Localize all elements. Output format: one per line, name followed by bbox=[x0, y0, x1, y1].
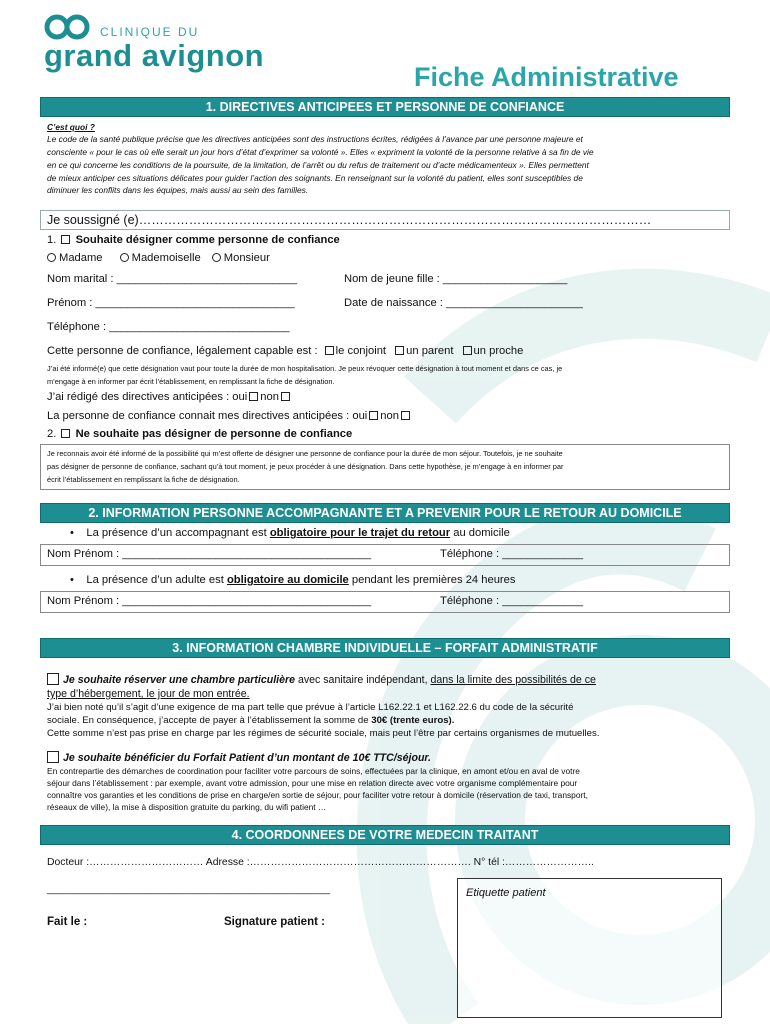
connait-label: La personne de confiance connait mes directives anticipées : oui bbox=[47, 410, 368, 422]
section-4-header: 4. COORDONNEES DE VOTRE MEDECIN TRAITANT bbox=[40, 825, 730, 845]
forfait-line: séjour dans l’établissement : par exemple, avant votre admission, pour une mise en relation directe avec votre organisme complémentaire pour bbox=[47, 778, 578, 788]
date-naissance-field[interactable]: Date de naissance : ______________________ bbox=[344, 297, 583, 309]
informed-line: J’ai été informé(e) que cette désignation vaut pour toute la durée de mon hospitalisation. Je peux révoquer cette désignation à tout moment et dans ce cas, je bbox=[47, 364, 563, 373]
section-1-header: 1. DIRECTIVES ANTICIPEES ET PERSONNE DE CONFIANCE bbox=[40, 97, 730, 117]
bullet-2-post: pendant les premières 24 heures bbox=[348, 574, 516, 586]
redige-row bbox=[47, 391, 292, 403]
capable-row bbox=[47, 345, 523, 357]
connait-non-checkbox[interactable] bbox=[401, 411, 410, 420]
capable-label: Cette personne de confiance, légalement capable est : bbox=[47, 345, 318, 357]
proche-checkbox[interactable] bbox=[463, 346, 472, 355]
conjoint-label: le conjoint bbox=[335, 345, 387, 357]
conjoint-checkbox[interactable] bbox=[325, 346, 334, 355]
proche-label: un proche bbox=[473, 345, 524, 357]
adulte-nom-field[interactable]: Nom Prénom : ________________________________________ bbox=[47, 595, 372, 607]
connait-row bbox=[47, 410, 412, 422]
refus-line: écrit l’établissement en remplissant la fiche de désignation. bbox=[47, 475, 240, 484]
medecin-details-field[interactable]: Docteur :…………………………… Adresse :………………………………………………………. N° tél :…………………….. bbox=[47, 857, 594, 868]
connait-oui-checkbox[interactable] bbox=[369, 411, 378, 420]
medecin-extra-line[interactable]: _________________________________________________ bbox=[47, 884, 331, 895]
label-madame: Madame bbox=[59, 252, 103, 264]
nom-jeune-fille-field[interactable]: Nom de jeune fille : ____________________ bbox=[344, 273, 568, 285]
section-3-header: 3. INFORMATION CHAMBRE INDIVIDUELLE – FORFAIT ADMINISTRATIF bbox=[40, 638, 730, 658]
option-1-text: Souhaite désigner comme personne de confiance bbox=[75, 234, 340, 246]
radio-mademoiselle[interactable] bbox=[120, 253, 129, 262]
page-title: Fiche Administrative bbox=[414, 62, 679, 92]
nom-marital-field[interactable]: Nom marital : _____________________________ bbox=[47, 273, 298, 285]
intro-line: en ce qui concerne les conditions de la poursuite, de la limitation, de l’arrêt ou du refus de traitement ou d’acte médicamenteux ». Elles permettent bbox=[47, 160, 589, 170]
informed-line: m’engage à en informer par écrit l’établissement, en remplissant la fiche de désignation. bbox=[47, 377, 335, 386]
forfait-line: connaître vos garanties et les conditions de prise en charge/en sortie de séjour, pour faciliter votre retour à domicile (réservation de taxi, transport, bbox=[47, 790, 588, 800]
label-mademoiselle: Mademoiselle bbox=[131, 252, 201, 264]
option-ne-pas-designer bbox=[47, 428, 352, 440]
chambre-line-3 bbox=[47, 715, 454, 726]
telephone-field[interactable]: Téléphone : _____________________________ bbox=[47, 321, 290, 333]
chambre-title: Je souhaite réserver une chambre particulière bbox=[63, 674, 295, 686]
redige-non-label: non bbox=[260, 391, 279, 403]
accompagnant-nom-field[interactable]: Nom Prénom : ________________________________________ bbox=[47, 548, 372, 560]
forfait-row bbox=[47, 751, 431, 764]
radio-monsieur[interactable] bbox=[212, 253, 221, 262]
chambre-l3-pre: sociale. En conséquence, j’accepte de payer à l’établissement la somme de bbox=[47, 715, 372, 726]
option-1-number: 1. bbox=[47, 234, 57, 246]
prenom-field[interactable]: Prénom : ________________________________ bbox=[47, 297, 295, 309]
option-2-number: 2. bbox=[47, 428, 57, 440]
logo-small-text: CLINIQUE DU bbox=[100, 25, 200, 39]
forfait-title: Je souhaite bénéficier du Forfait Patient d’un montant de 10€ TTC/séjour. bbox=[63, 752, 431, 764]
intro-line: diminuer les conflits dans les équipes, mais aussi au sein des familles. bbox=[47, 185, 309, 195]
parent-label: un parent bbox=[406, 345, 454, 357]
redige-non-checkbox[interactable] bbox=[281, 392, 290, 401]
bullet-dot: • bbox=[70, 574, 87, 586]
chambre-limit-1: dans la limite des possibilités de ce bbox=[430, 674, 596, 686]
bullet-1-underlined: obligatoire pour le trajet du retour bbox=[269, 527, 451, 539]
connait-non-label: non bbox=[380, 410, 399, 422]
soussigne-field[interactable]: Je soussigné (e)…………………………………………………………………………………………………………… bbox=[47, 213, 652, 227]
chambre-checkbox[interactable] bbox=[47, 673, 59, 685]
bullet-dot: • bbox=[70, 527, 87, 539]
chambre-line-1 bbox=[47, 673, 596, 686]
designer-checkbox[interactable] bbox=[61, 235, 70, 244]
bullet-2-underlined: obligatoire au domicile bbox=[226, 574, 349, 586]
bullet-adulte bbox=[70, 574, 515, 586]
chambre-mid: avec sanitaire indépendant, bbox=[295, 674, 431, 686]
intro-line: Le code de la santé publique précise que les directives anticipées sont des instructions écrites, rédigées à l’avance par une personne majeure et bbox=[47, 134, 583, 144]
redige-oui-checkbox[interactable] bbox=[249, 392, 258, 401]
section-2-header: 2. INFORMATION PERSONNE ACCOMPAGNANTE ET A PREVENIR POUR LE RETOUR AU DOMICILE bbox=[40, 503, 730, 523]
logo-big-text: grand avignon bbox=[44, 38, 265, 73]
logo-mark-icon bbox=[44, 14, 94, 40]
option-designer bbox=[47, 234, 340, 246]
refus-line: Je reconnais avoir été informé de la possibilité qui m’est offerte de désigner une personne de confiance pour la durée de mon séjour. Toutefois, je ne souhaite bbox=[47, 449, 563, 458]
forfait-checkbox[interactable] bbox=[47, 751, 59, 763]
ne-pas-designer-checkbox[interactable] bbox=[61, 429, 70, 438]
etiquette-label: Etiquette patient bbox=[466, 887, 546, 899]
fait-le-label: Fait le : bbox=[47, 916, 88, 928]
intro-line: consciente « pour le cas où elle serait un jour hors d’état d’exprimer sa volonté ». Elles « expriment la volonté de la personne relative à sa fin de vie bbox=[47, 147, 594, 157]
label-monsieur: Monsieur bbox=[223, 252, 270, 264]
signature-label: Signature patient : bbox=[224, 916, 325, 928]
redige-label: J’ai rédigé des directives anticipées : oui bbox=[47, 391, 248, 403]
forfait-line: En contrepartie des démarches de coordination pour faciliter votre parcours de soins, effectuées par la clinique, en amont et/ou en aval de votre bbox=[47, 766, 580, 776]
option-2-text: Ne souhaite pas désigner de personne de confiance bbox=[75, 428, 353, 440]
etiquette-patient-box[interactable] bbox=[457, 878, 722, 1018]
bullet-accompagnant bbox=[70, 527, 510, 539]
parent-checkbox[interactable] bbox=[395, 346, 404, 355]
radio-madame[interactable] bbox=[47, 253, 56, 262]
intro-line: de mieux anticiper ces situations délicates pour guider l’action des soignants. En renseignant sur la volonté du patient, elles sont susceptibles de bbox=[47, 173, 583, 183]
accompagnant-tel-field[interactable]: Téléphone : _____________ bbox=[440, 548, 584, 560]
civility-radios bbox=[47, 252, 270, 264]
cest-quoi-heading: C’est quoi ? bbox=[47, 122, 95, 132]
chambre-line-4: Cette somme n’est pas prise en charge par les régimes de sécurité sociale, mais peut l’être par certains organismes de mutuelles. bbox=[47, 728, 600, 739]
chambre-price: 30€ (trente euros). bbox=[371, 715, 455, 726]
refus-line: pas désigner de personne de confiance, sachant qu’à tout moment, je peux procéder à une désignation. Dans cette hypothèse, je m’engage à en informer par bbox=[47, 462, 564, 471]
adulte-tel-field[interactable]: Téléphone : _____________ bbox=[440, 595, 584, 607]
bullet-1-pre: La présence d’un accompagnant est bbox=[86, 527, 270, 539]
forfait-line: réseaux de ville), la mise à disposition gratuite du parking, du wifi patient … bbox=[47, 802, 327, 812]
bullet-1-post: au domicile bbox=[450, 527, 510, 539]
bullet-2-pre: La présence d’un adulte est bbox=[86, 574, 227, 586]
chambre-line-2: J’ai bien noté qu’il s’agit d’une exigence de ma part telle que prévue à l’article L162.22.1 et L162.22.6 du code de la sécurité bbox=[47, 702, 574, 713]
chambre-limit-2: type d’hébergement, le jour de mon entrée. bbox=[47, 688, 250, 700]
clinic-logo bbox=[44, 14, 265, 73]
